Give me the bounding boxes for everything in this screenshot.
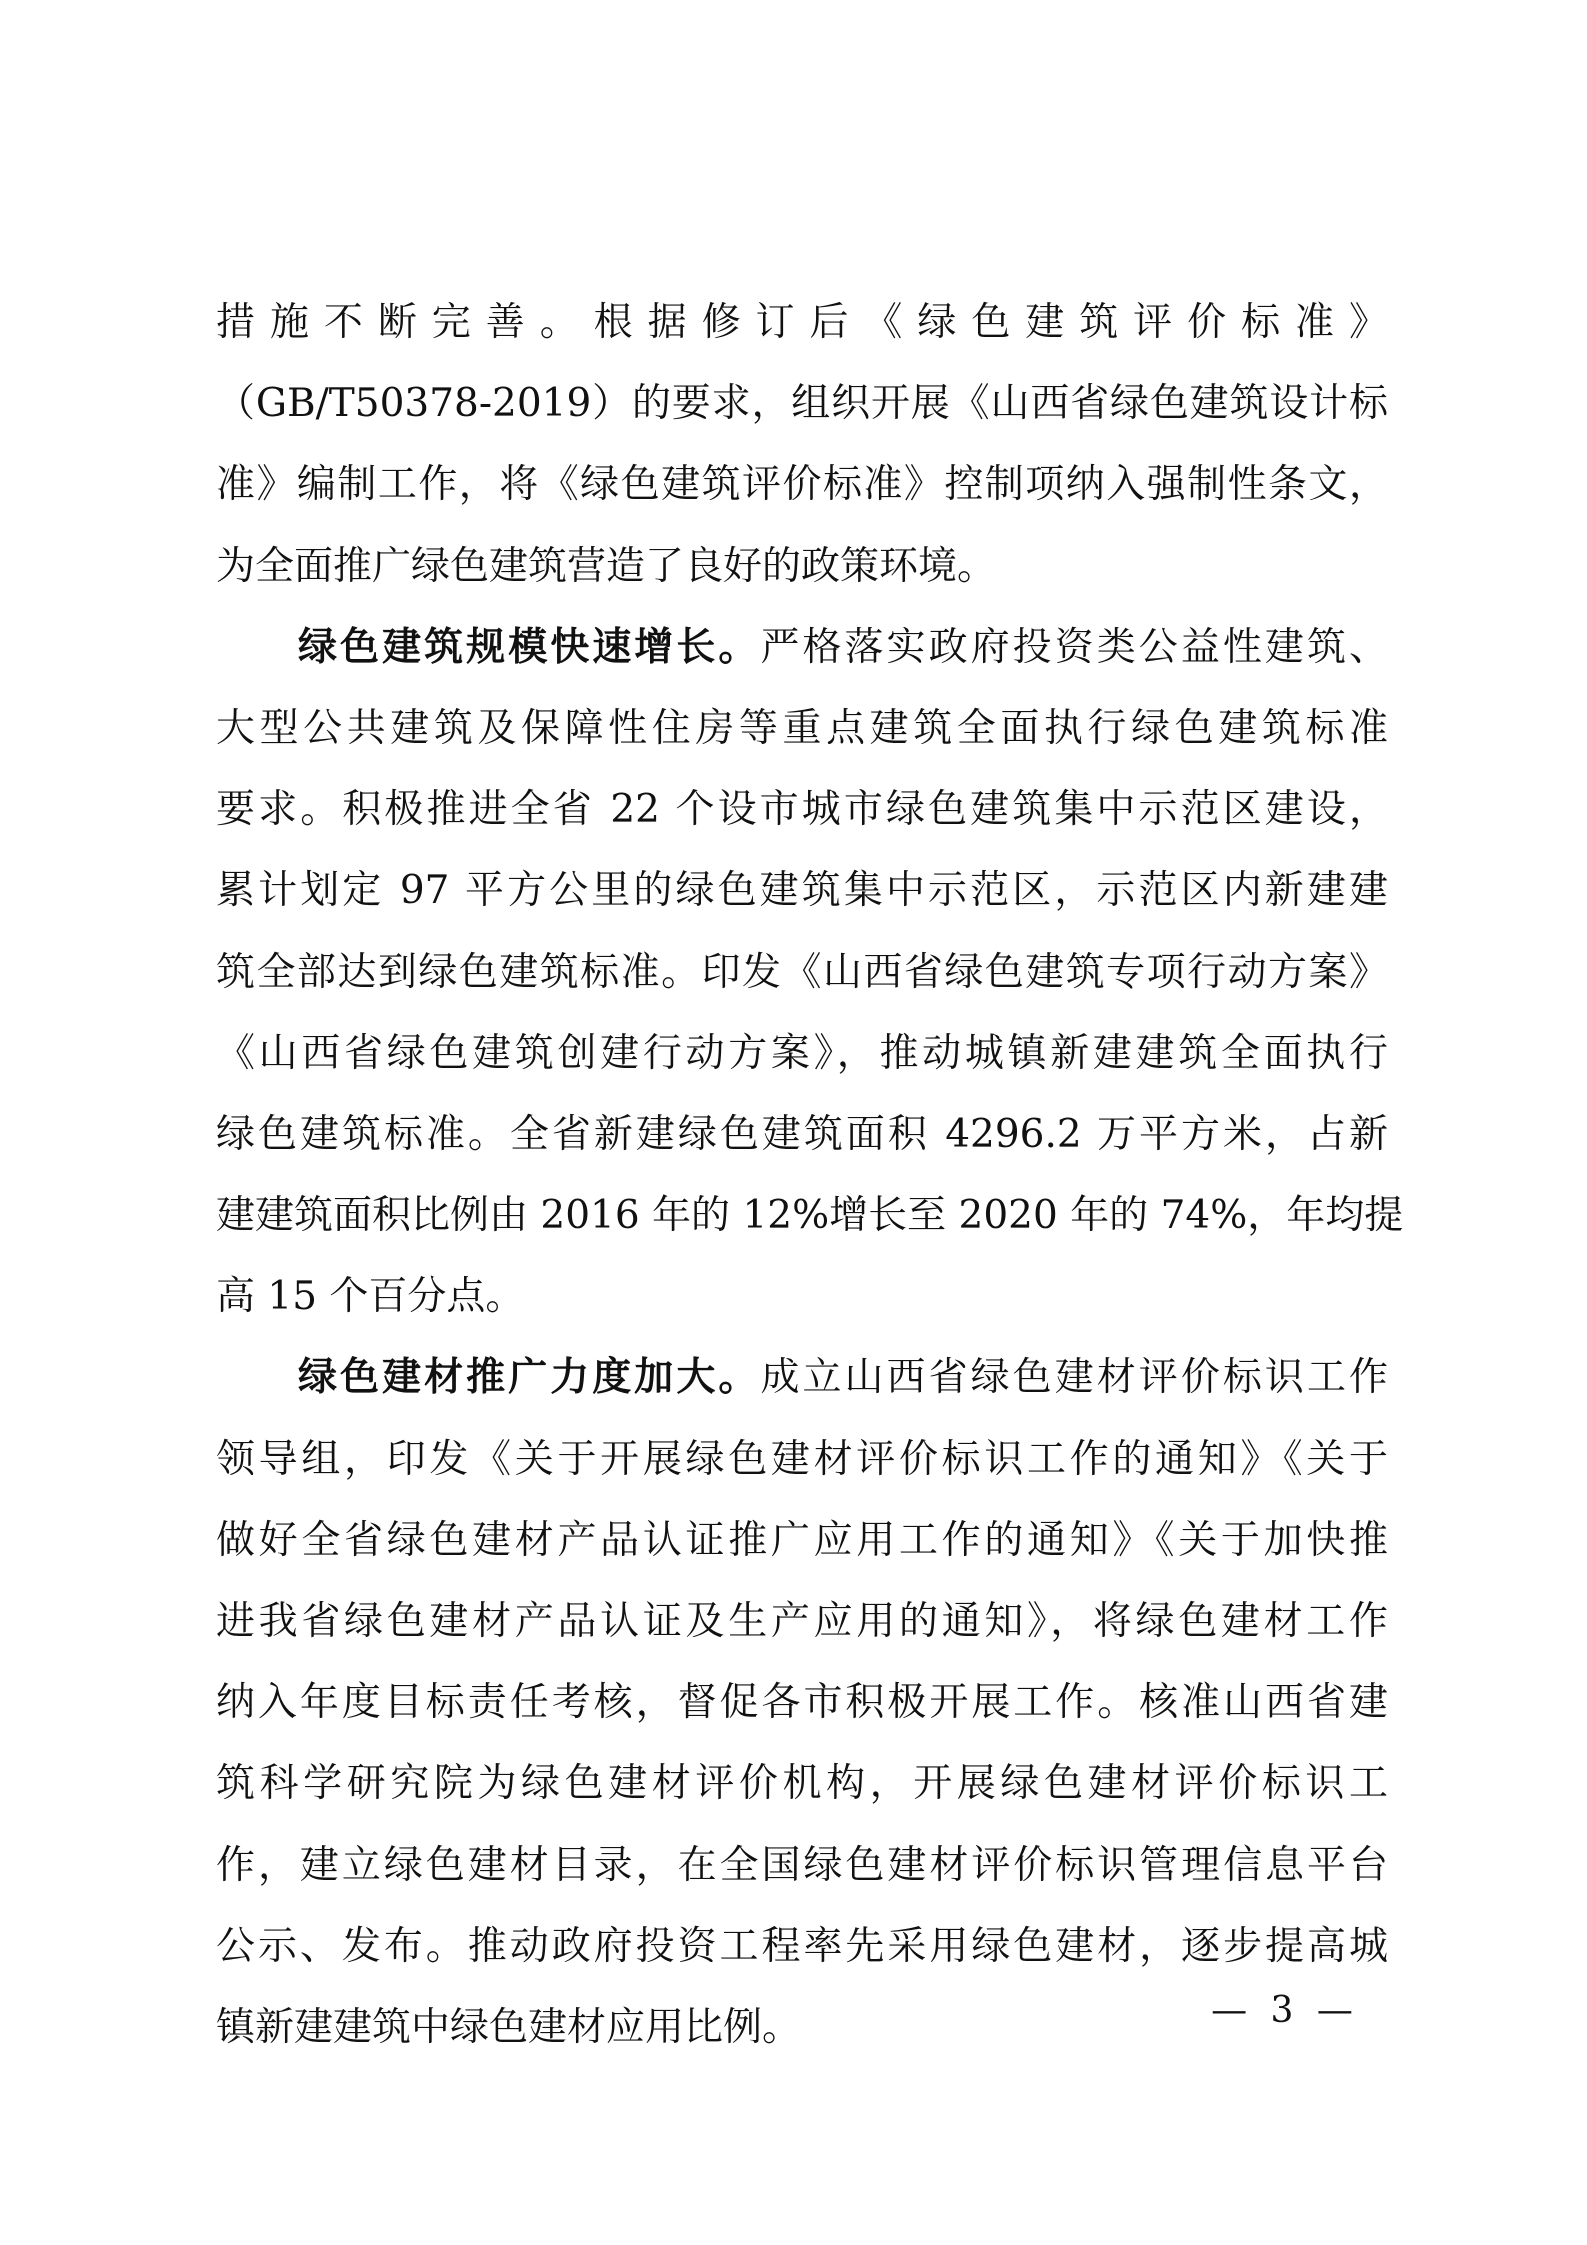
text-line: 准》编制工作，将《绿色建筑评价标准》控制项纳入强制性条文，: [216, 462, 1388, 508]
text-line: 措施不断完善。根据修订后《绿色建筑评价标准》: [216, 300, 1388, 345]
text-line: 镇新建建筑中绿色建材应用比例。: [216, 2004, 802, 2050]
text-line: 绿色建筑标准。全省新建绿色建筑面积 4296.2 万平方米，占新: [216, 1111, 1388, 1157]
text-line: [216, 1337, 1388, 1418]
text-line: 作，建立绿色建材目录，在全国绿色建材评价标识管理信息平台: [216, 1842, 1388, 1888]
paragraph: [216, 282, 1388, 607]
paragraph: [216, 607, 1404, 1338]
paragraph-lead-heading: 绿色建材推广力度加大。: [298, 1354, 761, 1401]
text-line: 进我省绿色建材产品认证及生产应用的通知》，将绿色建材工作: [216, 1599, 1388, 1644]
text-line: 高 15 个百分点。: [216, 1274, 525, 1320]
text-line: 大型公共建筑及保障性住房等重点建筑全面执行绿色建筑标准: [216, 705, 1388, 751]
text-line: 为全面推广绿色建筑营造了良好的政策环境。: [216, 543, 997, 589]
text-line: 要求。积极推进全省 22 个设市城市绿色建筑集中示范区建设，: [216, 787, 1388, 833]
document-body: [216, 282, 1404, 2068]
text-line: 公示、发布。推动政府投资工程率先采用绿色建材，逐步提高城: [216, 1923, 1388, 1969]
paragraph: [216, 1337, 1388, 2068]
text-line: 领导组，印发《关于开展绿色建材评价标识工作的通知》《关于: [216, 1436, 1388, 1482]
text-line: 筑科学研究院为绿色建材评价机构，开展绿色建材评价标识工: [216, 1761, 1388, 1807]
text-line: 累计划定 97 平方公里的绿色建筑集中示范区，示范区内新建建: [216, 868, 1388, 914]
page-number: — 3 —: [1211, 1990, 1359, 2031]
text-run: 成立山西省绿色建材评价标识工作: [760, 1355, 1388, 1401]
text-line: 做好全省绿色建材产品认证推广应用工作的通知》《关于加快推: [216, 1517, 1388, 1563]
text-line: （GB/T50378-2019）的要求，组织开展《山西省绿色建筑设计标: [216, 381, 1388, 427]
text-line: 《山西省绿色建筑创建行动方案》，推动城镇新建建筑全面执行: [216, 1030, 1388, 1076]
paragraph-lead-heading: 绿色建筑规模快速增长。: [298, 623, 761, 670]
text-line: 纳入年度目标责任考核，督促各市积极开展工作。核准山西省建: [216, 1680, 1388, 1726]
text-run: 严格落实政府投资类公益性建筑、: [760, 624, 1388, 670]
text-line: 筑全部达到绿色建筑标准。印发《山西省绿色建筑专项行动方案》: [216, 949, 1388, 995]
text-line: 建建筑面积比例由 2016 年的 12%增长至 2020 年的 74%，年均提: [216, 1193, 1404, 1239]
text-line: [216, 607, 1388, 688]
